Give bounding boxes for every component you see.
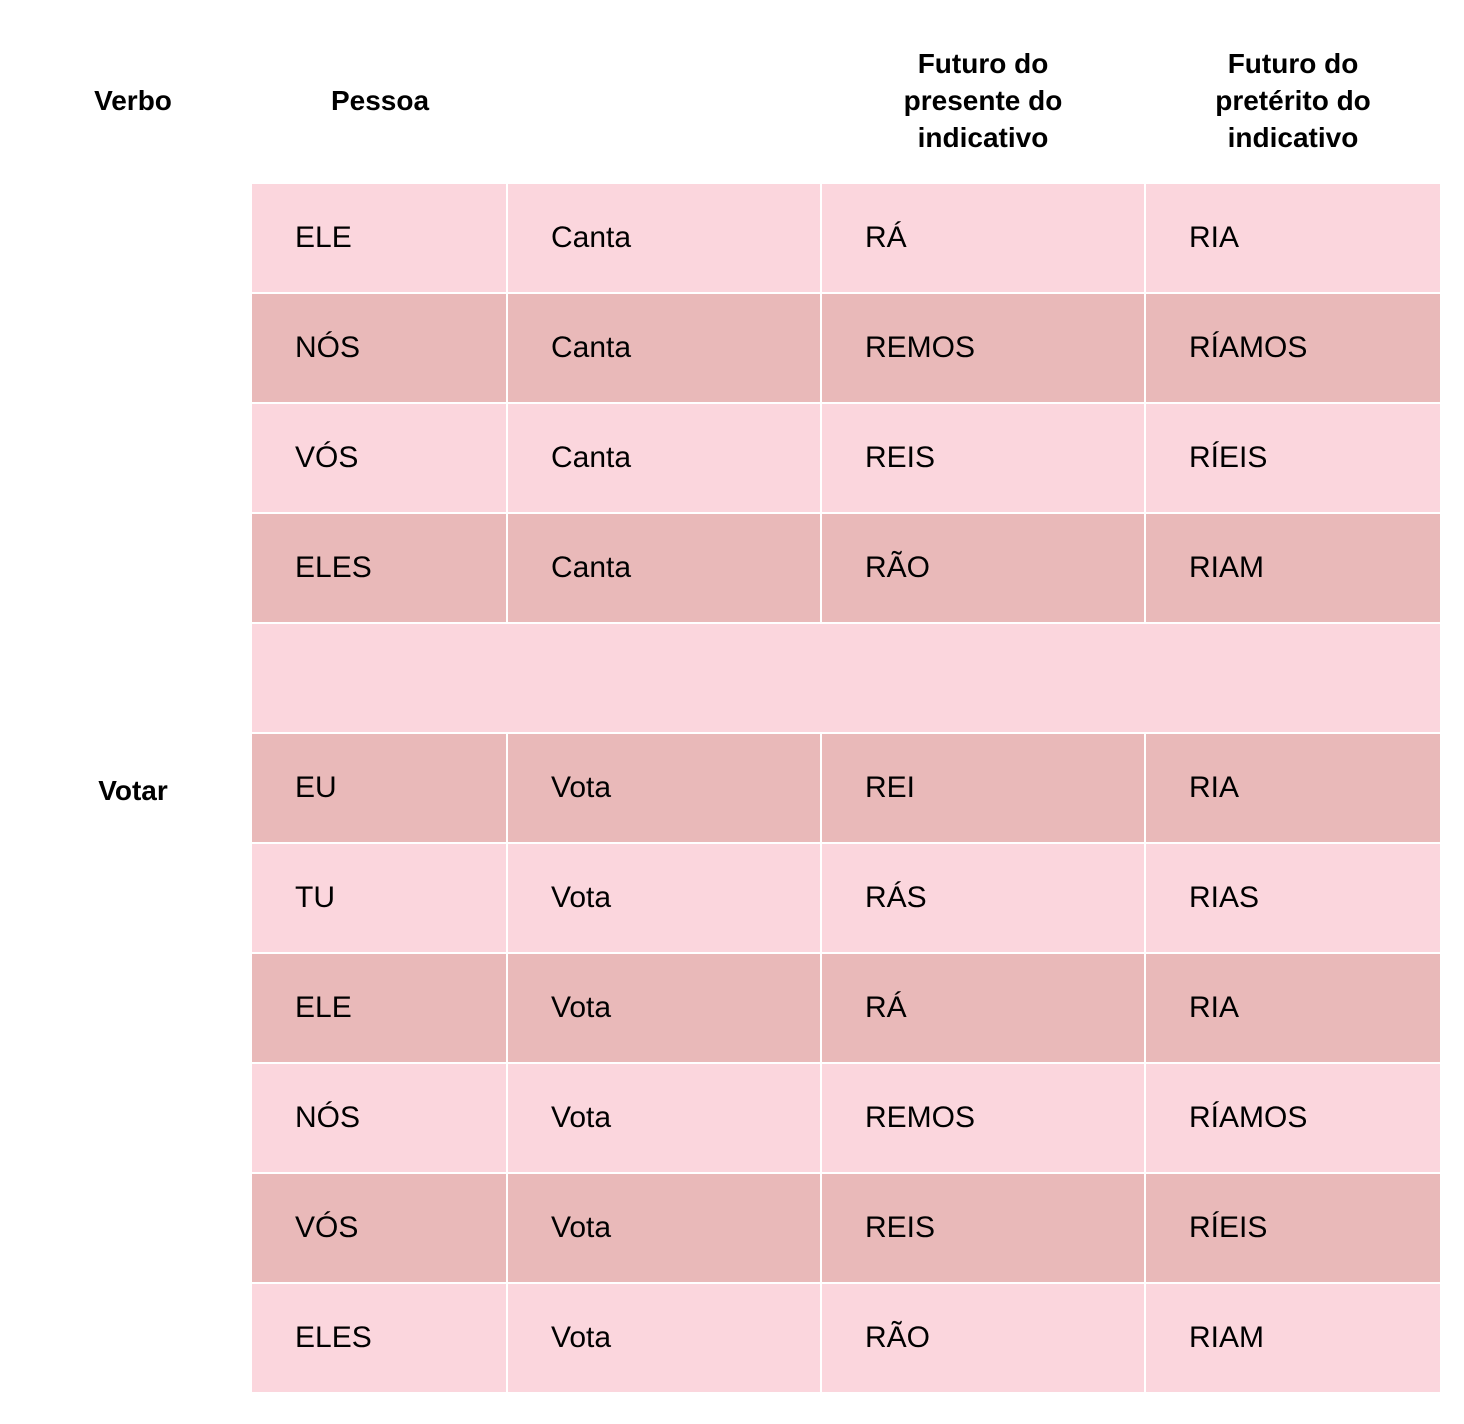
table-row — [252, 514, 1440, 624]
table-row — [252, 404, 1440, 514]
cell-futuro-preterito: RIA — [1146, 184, 1440, 292]
cell-futuro-preterito: RÍEIS — [1146, 404, 1440, 512]
cell-futuro-presente: RÁ — [822, 954, 1146, 1062]
verb-label-votar: Votar — [98, 775, 168, 806]
cell-forma: Vota — [508, 734, 822, 842]
table-row — [252, 1174, 1440, 1284]
cell-forma: Vota — [508, 954, 822, 1062]
table-row — [252, 1284, 1440, 1392]
header-futuro-presente-line: Futuro do — [917, 48, 1049, 79]
header-futuro-presente-line: presente do — [903, 85, 1063, 116]
cell-pessoa: NÓS — [252, 294, 508, 402]
cell-futuro-preterito: RIA — [1146, 954, 1440, 1062]
cell-forma: Canta — [508, 514, 822, 622]
spacer-cell — [252, 624, 1440, 732]
cell-pessoa: ELE — [252, 184, 508, 292]
cell-futuro-preterito: RIAM — [1146, 1284, 1440, 1392]
table-row — [252, 954, 1440, 1064]
table-row — [252, 1064, 1440, 1174]
cell-pessoa: EU — [252, 734, 508, 842]
cell-futuro-preterito: RÍAMOS — [1146, 294, 1440, 402]
cell-futuro-presente: REMOS — [822, 294, 1146, 402]
cell-forma: Vota — [508, 1284, 822, 1392]
header-pessoa: Pessoa — [330, 85, 430, 116]
cell-futuro-presente: REIS — [822, 1174, 1146, 1282]
cell-futuro-presente: RÃO — [822, 514, 1146, 622]
cell-futuro-preterito: RIAS — [1146, 844, 1440, 952]
cell-pessoa: ELES — [252, 1284, 508, 1392]
cell-forma: Vota — [508, 1174, 822, 1282]
cell-forma: Canta — [508, 294, 822, 402]
header-futuro-preterito-line: Futuro do — [1227, 48, 1359, 79]
cell-forma: Canta — [508, 184, 822, 292]
cell-pessoa: VÓS — [252, 404, 508, 512]
table-row — [252, 844, 1440, 954]
cell-futuro-presente: REMOS — [822, 1064, 1146, 1172]
cell-futuro-preterito: RIAM — [1146, 514, 1440, 622]
cell-futuro-presente: RÃO — [822, 1284, 1146, 1392]
cell-pessoa: ELES — [252, 514, 508, 622]
cell-futuro-presente: REI — [822, 734, 1146, 842]
cell-forma: Canta — [508, 404, 822, 512]
header-futuro-presente — [822, 45, 1144, 156]
cell-futuro-preterito: RIA — [1146, 734, 1440, 842]
table-row — [252, 184, 1440, 294]
header-futuro-preterito — [1146, 45, 1440, 156]
conjugation-table — [252, 184, 1440, 1392]
header-futuro-preterito-line: pretérito do — [1215, 85, 1371, 116]
cell-futuro-preterito: RÍEIS — [1146, 1174, 1440, 1282]
cell-futuro-preterito: RÍAMOS — [1146, 1064, 1440, 1172]
cell-futuro-presente: RÁS — [822, 844, 1146, 952]
table-row — [252, 294, 1440, 404]
cell-futuro-presente: RÁ — [822, 184, 1146, 292]
spacer-row — [252, 624, 1440, 734]
header-verbo: Verbo — [94, 85, 172, 116]
cell-futuro-presente: REIS — [822, 404, 1146, 512]
cell-pessoa: TU — [252, 844, 508, 952]
cell-pessoa: ELE — [252, 954, 508, 1062]
table-row — [252, 734, 1440, 844]
header-futuro-preterito-line: indicativo — [1227, 122, 1359, 153]
cell-pessoa: NÓS — [252, 1064, 508, 1172]
cell-forma: Vota — [508, 844, 822, 952]
cell-forma: Vota — [508, 1064, 822, 1172]
header-futuro-presente-line: indicativo — [917, 122, 1049, 153]
cell-pessoa: VÓS — [252, 1174, 508, 1282]
